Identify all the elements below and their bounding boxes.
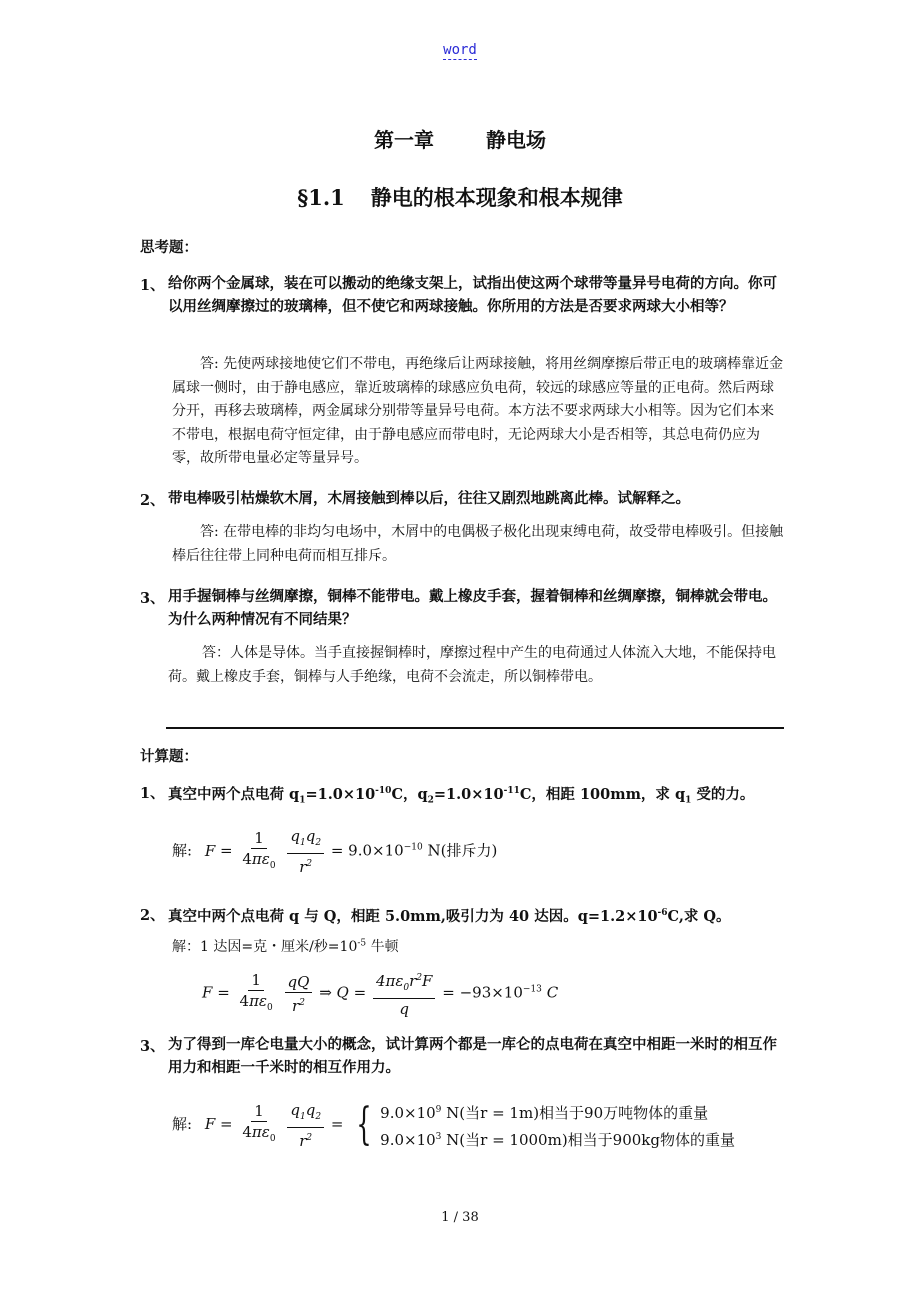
page-number: 1 / 38 bbox=[441, 1210, 479, 1225]
thinking-q3-number: 3、 bbox=[140, 590, 165, 607]
header-word-link[interactable]: word bbox=[443, 42, 477, 58]
left-brace-icon: { bbox=[356, 1099, 372, 1150]
calc-p2-question: 真空中两个点电荷 q 与 Q，相距 5.0mm,吸引力为 40 达因。$q=1.2\times 10^{-6}C$,求 Q。 bbox=[168, 907, 731, 925]
thinking-q3-question: 用手握铜棒与丝绸摩擦，铜棒不能带电。戴上橡皮手套，握着铜棒和丝绸摩擦，铜棒就会带电。为什么两种情况有不同结果？ bbox=[168, 588, 777, 628]
thinking-q1-question: 给你两个金属球，装在可以搬动的绝缘支架上，试指出使这两个球带等量异号电荷的方向。你可以用丝绸摩擦过的玻璃棒，但不使它和两球接触。你所用的方法是否要求两球大小相等？ bbox=[168, 275, 777, 315]
coulomb-constant-fraction: $\frac{1}{4\pi\varepsilon_0}$ bbox=[242, 828, 276, 871]
thinking-q1-number: 1、 bbox=[140, 277, 165, 294]
calc-p3-number: 3、 bbox=[140, 1038, 165, 1055]
chapter-heading bbox=[0, 124, 920, 153]
calc-p1-number: 1、 bbox=[140, 785, 165, 802]
section-number: §1.1 bbox=[297, 185, 345, 210]
thinking-q3-answer: 答：人体是导体。当手直接握铜棒时，摩擦过程中产生的电荷通过人体流入大地，不能保持电荷。戴上橡皮手套，铜棒与人手绝缘，电荷不会流走，所以铜棒带电。 bbox=[168, 645, 776, 685]
thinking-q2-number: 2、 bbox=[140, 492, 165, 509]
calc-p2-number: 2、 bbox=[140, 907, 165, 924]
chapter-title: 静电场 bbox=[486, 128, 546, 152]
thinking-q2-answer: 答: 在带电棒的非均匀电场中，木屑中的电偶极子极化出现束缚电荷，故受带电棒吸引。但接触棒后往往带上同种电荷而相互排斥。 bbox=[172, 524, 784, 564]
calc-p1-solution-label: 解: bbox=[172, 841, 193, 860]
calc-label: 计算题： bbox=[140, 748, 198, 765]
charge-product-fraction: $\frac{q_1q_2}{r^2}$ bbox=[287, 826, 324, 877]
section-divider bbox=[166, 727, 784, 729]
calc-p1-question: 真空中两个点电荷 $q_1=1.0\times 10^{-10}C$，$q_2=1.0\times 10^{-11}C$，相距 100mm，求 $q_1$ 受的力。 bbox=[168, 785, 755, 806]
calc-p2-solution: F = $\frac{1}{4\pi\varepsilon_0}$ $\frac{qQ}{r^2}$ ⇒ Q = $\frac{4\pi\varepsilon_0r^2F}{q}$ = $-93\times 10^{-13}$ C bbox=[202, 968, 558, 1019]
section-heading bbox=[0, 182, 920, 212]
chapter-number: 第一章 bbox=[374, 128, 434, 152]
thinking-q1-answer: 答: 先使两球接地使它们不带电，再绝缘后让两球接触，将用丝绸摩擦后带正电的玻璃棒靠近金属球一侧时，由于静电感应，靠近玻璃棒的球感应负电荷，较远的球感应等量的正电荷。然后两球分开，再移去玻璃棒，两金属球分别带等量异号电荷。本方法不要求两球大小相等。因为它们本来不带电，根据电荷守恒定律，由于静电感应而带电时，无论两球大小是否相等，其总电荷仍应为零，故所带电量必定等量异号。 bbox=[172, 356, 784, 466]
calc-p3-solution: 解: F = $\frac{1}{4\pi\varepsilon_0}$ $\frac{q_1q_2}{r^2}$ = { $9.0\times 10^9$ N(当r = 1m)相当于90万吨物体的重量 $9.0\times 10^3$ N(当r = 1000m)相当于900kg物体的重量 bbox=[172, 1099, 735, 1150]
thinking-label: 思考题： bbox=[140, 239, 198, 256]
section-title: 静电的根本现象和根本规律 bbox=[370, 185, 623, 210]
calc-p3-case-1000m: $9.0\times 10^3$ N(当r = 1000m)相当于900kg物体的重量 bbox=[380, 1131, 735, 1149]
thinking-q2-question: 带电棒吸引枯燥软木屑，木屑接触到棒以后，往往又剧烈地跳离此棒。试解释之。 bbox=[168, 490, 690, 507]
calc-p3-case-1m: $9.0\times 10^9$ N(当r = 1m)相当于90万吨物体的重量 bbox=[380, 1104, 709, 1122]
calc-p3-question: 为了得到一库仑电量大小的概念，试计算两个都是一库仑的点电荷在真空中相距一米时的相互作用力和相距一千米时的相互作用力。 bbox=[168, 1036, 777, 1076]
calc-p1-solution: 解: F = $\frac{1}{4\pi\varepsilon_0}$ $\frac{q_1q_2}{r^2}$ = $9.0\times 10^{-10}$ N(排斥力) bbox=[172, 827, 498, 876]
calc-p2-unit-note: 解：1 达因=克・厘米/秒$=10^{-5}$ 牛顿 bbox=[172, 938, 399, 955]
